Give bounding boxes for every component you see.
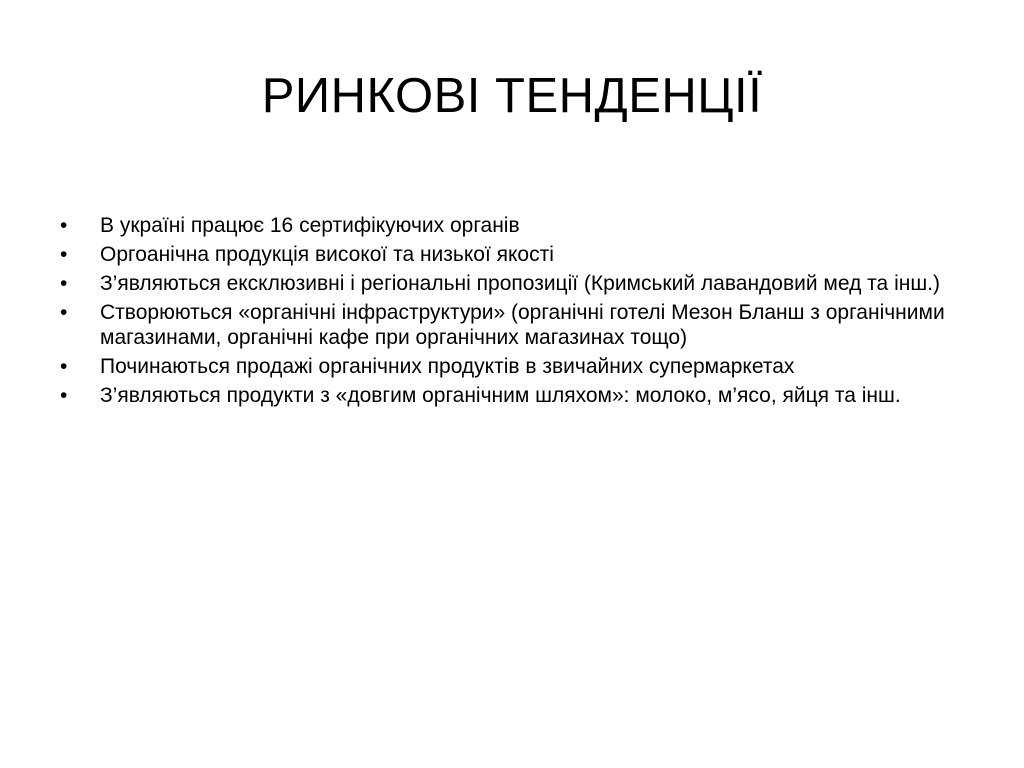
bullet-marker: • — [60, 214, 68, 237]
bullet-marker: • — [60, 355, 68, 378]
bullet-text: Створюються «органічні інфраструктури» (органічні готелі Мезон Бланш з органічними магазинами, органічні кафе при органічних магазинах тощо) — [100, 301, 945, 349]
slide-title: РИНКОВІ ТЕНДЕНЦІЇ — [261, 69, 763, 123]
bullet-text: В україні працює 16 сертифікуючих органів — [100, 214, 520, 237]
bullet-text: Починаються продажі органічних продуктів в звичайних супермаркетах — [100, 355, 795, 378]
bullet-text: Оргоанічна продукція високої та низької якості — [100, 243, 554, 266]
bullet-marker: • — [60, 301, 68, 324]
bullet-item — [60, 242, 970, 267]
bullet-item — [60, 383, 970, 408]
bullet-marker: • — [60, 384, 68, 407]
bullet-marker: • — [60, 272, 68, 295]
bullet-item — [60, 271, 970, 296]
bullet-text: З’являються продукти з «довгим органічним шляхом»: молоко, м’ясо, яйця та інш. — [100, 384, 901, 407]
bullet-item — [60, 213, 970, 238]
bullet-item — [60, 354, 970, 379]
bullet-item — [60, 300, 970, 350]
bullet-marker: • — [60, 243, 68, 266]
bullet-text: З’являються ексклюзивні і регіональні пропозиції (Кримський лавандовий мед та інш.) — [100, 272, 940, 295]
bullet-list — [60, 213, 970, 412]
